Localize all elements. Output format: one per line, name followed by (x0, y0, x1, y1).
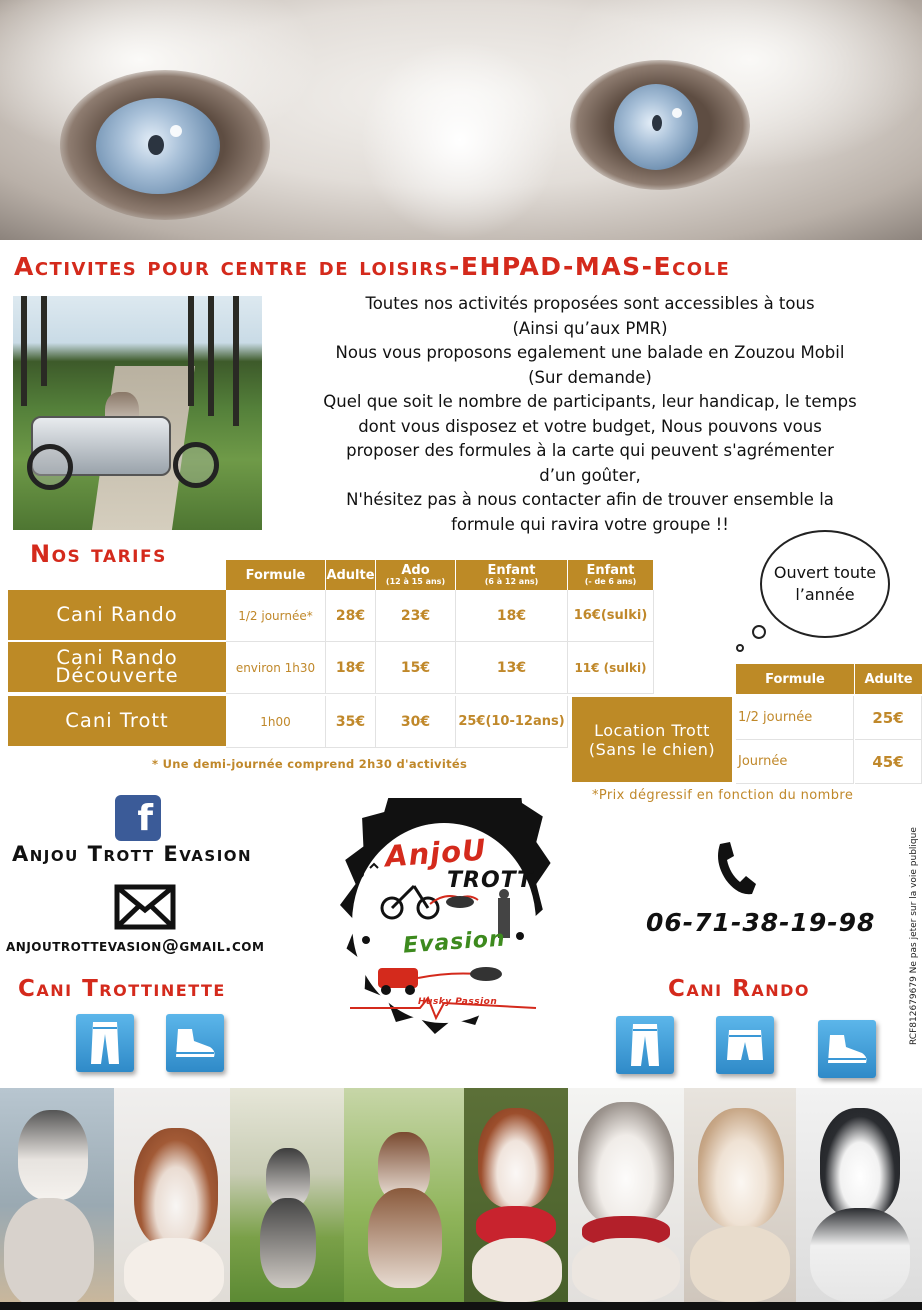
husky-photo (114, 1088, 230, 1302)
cell-adulte: 18€ (326, 642, 376, 694)
pants-icon (76, 1014, 134, 1072)
row-label: Cani Rando Découverte (8, 642, 226, 694)
contact-name: Anjou Trott Evasion (12, 842, 253, 866)
pants-icon (616, 1016, 674, 1074)
location-label: Location Trott (Sans le chien) (572, 697, 732, 782)
cell-formule: 1/2 journée* (226, 590, 326, 642)
intro-line: Nous vous proposons egalement une balade en Zouzou Mobil (335, 343, 845, 362)
contact-phone[interactable]: 06-71-38-19-98 (646, 908, 876, 937)
header-adulte: Adulte (326, 560, 376, 590)
intro-line: Quel que soit le nombre de participants, leur handicap, le temps (323, 392, 857, 411)
tarif-row (8, 696, 568, 748)
cell-enfant: 13€ (456, 642, 568, 694)
tarif-row (8, 642, 654, 694)
location-cell-formule: Journée (736, 740, 854, 784)
thought-bubble: Ouvert toute l’année (760, 530, 890, 638)
intro-text (266, 292, 914, 537)
husky-photo (796, 1088, 922, 1302)
cell-ado: 23€ (376, 590, 456, 642)
header-enfant: Enfant (6 à 12 ans) (456, 560, 568, 590)
shorts-icon (716, 1016, 774, 1074)
intro-line: dont vous disposez et votre budget, Nous pouvons vous (358, 416, 822, 436)
intro-line: formule qui ravira votre groupe !! (451, 514, 729, 534)
logo-evasion: Evasion (402, 926, 507, 959)
header-enfant-moins-6: Enfant (- de 6 ans) (568, 560, 654, 590)
husky-photo (684, 1088, 796, 1302)
tarif-row (8, 590, 654, 642)
husky-photo (344, 1088, 464, 1302)
location-footnote: *Prix dégressif en fonction du nombre (592, 788, 854, 803)
shoe-icon (166, 1014, 224, 1072)
mail-icon[interactable] (114, 884, 176, 930)
location-cell-adulte: 25€ (855, 696, 922, 740)
intro-line: Toutes nos activités proposées sont accessibles à tous (365, 294, 815, 313)
cell-adulte: 35€ (326, 696, 376, 748)
location-cell-formule: 1/2 journée (736, 696, 854, 740)
cell-enfant: 18€ (456, 590, 568, 642)
cell-enfant: 25€(10-12ans) (456, 696, 568, 748)
facebook-icon[interactable]: f (115, 795, 161, 841)
intro-line: (Ainsi qu’aux PMR) (512, 318, 668, 338)
cell-enfant-moins-6: 11€ (sulki) (568, 642, 654, 694)
logo-husky-passion: Husky Passion (418, 997, 498, 1007)
intro-line: N'hésitez pas à nous contacter afin de trouver ensemble la (346, 490, 834, 509)
husky-photo (464, 1088, 568, 1302)
cell-ado: 15€ (376, 642, 456, 694)
cani-rando-heading: Cani Rando (668, 976, 810, 1002)
cell-ado: 30€ (376, 696, 456, 748)
header-ado: Ado (12 à 15 ans) (376, 560, 456, 590)
legal-vertical-text: RCF812679679 Ne pas jeter sur la voie publique (909, 827, 919, 1045)
logo-anjou: AnjoU (383, 832, 488, 874)
bottom-bar (0, 1302, 922, 1310)
trike-photo (13, 296, 262, 530)
logo-trott: TROTT (447, 868, 534, 893)
tarifs-footnote: * Une demi-journée comprend 2h30 d'activités (152, 757, 468, 771)
row-label: Cani Trott (8, 696, 226, 748)
cell-formule: 1h00 (226, 696, 326, 748)
hero-husky-eyes-photo (0, 0, 922, 240)
tarifs-header-row (226, 560, 654, 590)
cell-adulte: 28€ (326, 590, 376, 642)
husky-photo (230, 1088, 344, 1302)
intro-line: (Sur demande) (528, 367, 652, 387)
intro-line: d’un goûter, (539, 465, 641, 485)
intro-line: proposer des formules à la carte qui peuvent s'agrémenter (346, 441, 834, 460)
location-cell-adulte: 45€ (855, 740, 922, 784)
husky-photo-strip (0, 1088, 922, 1302)
row-label: Cani Rando (8, 590, 226, 642)
page-title: Activites pour centre de loisirs-EHPAD-MAS-Ecole (14, 252, 731, 281)
shoe-icon (818, 1020, 876, 1078)
husky-photo (568, 1088, 684, 1302)
cell-formule: environ 1h30 (226, 642, 326, 694)
cell-enfant-moins-6: 16€(sulki) (568, 590, 654, 642)
location-header-adulte: Adulte (855, 664, 922, 694)
husky-photo (0, 1088, 114, 1302)
header-formule: Formule (226, 560, 326, 590)
cani-trott-heading: Cani Trottinette (18, 976, 226, 1002)
tarifs-heading: Nos tarifs (30, 540, 167, 568)
contact-email[interactable]: anjoutrottevasion@gmail.com (6, 936, 265, 956)
location-header-formule: Formule (736, 664, 854, 694)
phone-icon[interactable] (712, 840, 758, 896)
